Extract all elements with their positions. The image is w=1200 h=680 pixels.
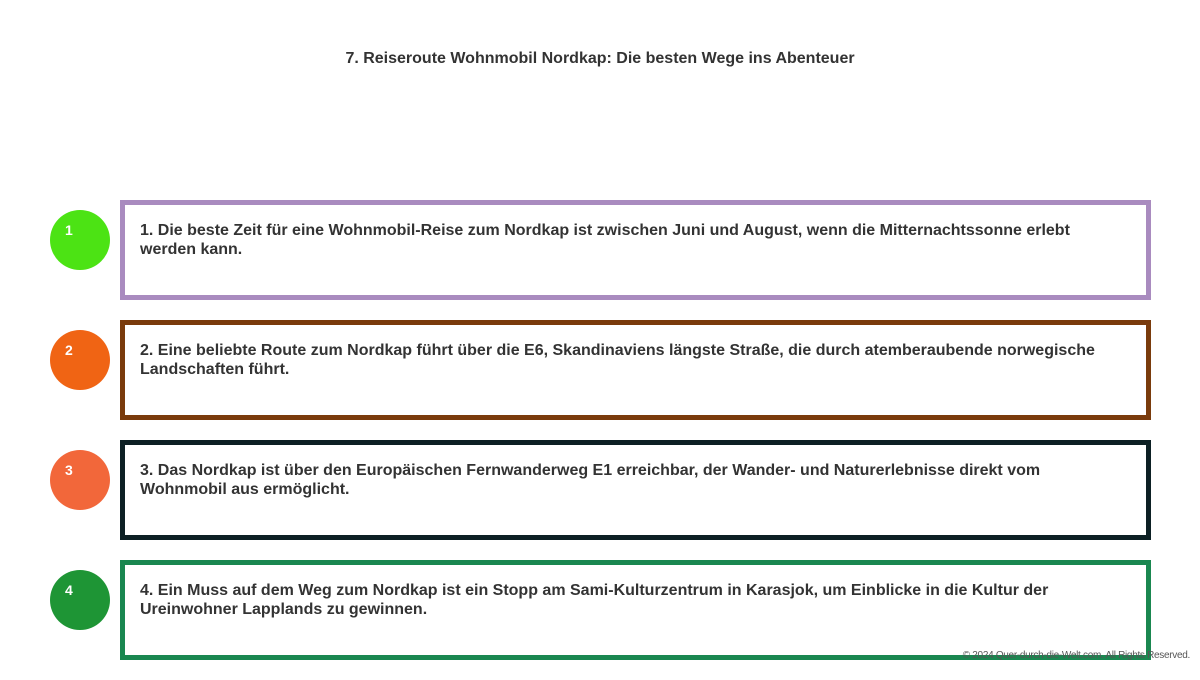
number-label-2: 2 <box>65 342 73 358</box>
copyright-footer: © 2024 Quer-durch-die-Welt.com. All Rights Reserved. <box>962 650 1190 661</box>
number-label-4: 4 <box>65 582 73 598</box>
item-text-3: 3. Das Nordkap ist über den Europäischen Fernwanderweg E1 erreichbar, der Wander- und Naturerlebnisse direkt vom Wohnmobil aus ermöglicht. <box>140 462 1041 498</box>
number-label-3: 3 <box>65 462 73 478</box>
list-item-2 <box>0 320 1200 420</box>
list-item-3 <box>0 440 1200 540</box>
number-label-1: 1 <box>65 222 73 238</box>
number-badge-1 <box>50 210 110 270</box>
list-item-1 <box>0 200 1200 300</box>
list-item-4 <box>0 560 1200 660</box>
text-box-2 <box>120 320 1151 420</box>
text-box-1 <box>120 200 1151 300</box>
text-box-4 <box>120 560 1151 660</box>
item-text-1: 1. Die beste Zeit für eine Wohnmobil-Reise zum Nordkap ist zwischen Juni und August, wenn die Mitternachtssonne erlebt werden kann. <box>140 222 1070 258</box>
number-badge-4 <box>50 570 110 630</box>
item-text-4: 4. Ein Muss auf dem Weg zum Nordkap ist ein Stopp am Sami-Kulturzentrum in Karasjok, um Einblicke in die Kultur der Ureinwohner Lapplands zu gewinnen. <box>140 582 1049 618</box>
page-title: 7. Reiseroute Wohnmobil Nordkap: Die besten Wege ins Abenteuer <box>345 50 855 67</box>
text-box-3 <box>120 440 1151 540</box>
number-badge-2 <box>50 330 110 390</box>
item-text-2: 2. Eine beliebte Route zum Nordkap führt über die E6, Skandinaviens längste Straße, die durch atemberaubende norwegische Landschaften führt. <box>140 342 1095 378</box>
number-badge-3 <box>50 450 110 510</box>
